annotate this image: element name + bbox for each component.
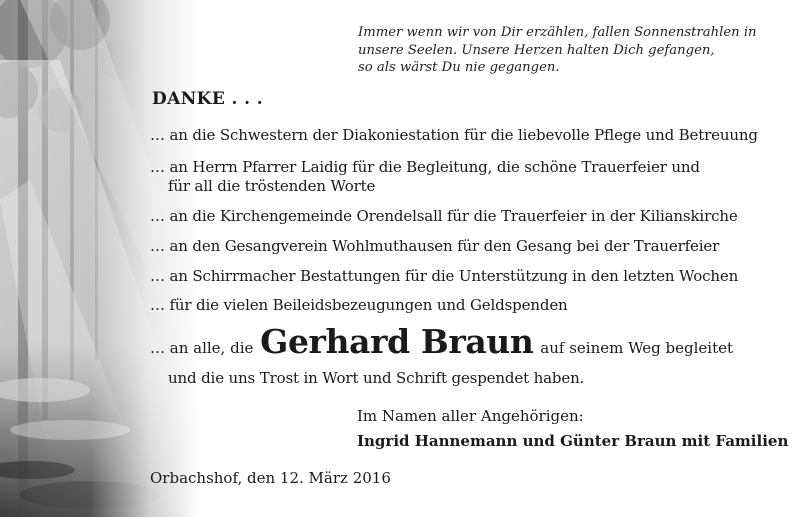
thanks-line: … an den Gesangverein Wohlmuthausen für den Gesang bei der Trauerfeier — [150, 237, 720, 255]
thanks-line: … an die Kirchengemeinde Orendelsall für die Trauerfeier in der Kilianskirche — [150, 207, 738, 225]
thanks-line: … an die Schwestern der Diakoniestation für die liebevolle Pflege und Betreuung — [150, 126, 758, 144]
quote-line: unsere Seelen. Unsere Herzen halten Dich gefangen, — [358, 42, 715, 58]
signature-intro: Im Namen aller Angehörigen: — [357, 407, 584, 425]
final-thanks-line — [150, 322, 733, 361]
thanks-line: … für die vielen Beileidsbezeugungen und Geldspenden — [150, 296, 568, 314]
thanks-line-continuation: für all die tröstenden Worte — [168, 177, 376, 195]
final-thanks-second-line: und die uns Trost in Wort und Schrift gespendet haben. — [168, 369, 585, 387]
quote-line: so als wärst Du nie gegangen. — [358, 60, 560, 75]
quote-line: Immer wenn wir von Dir erzählen, fallen Sonnenstrahlen in — [358, 25, 757, 40]
final-thanks-suffix: auf seinem Weg begleitet — [540, 339, 734, 357]
thanks-line: … an Schirrmacher Bestattungen für die Unterstützung in den letzten Wochen — [150, 267, 739, 285]
heading-danke: DANKE . . . — [152, 89, 264, 109]
forest-sunbeam-photo — [0, 0, 200, 517]
memorial-quote — [358, 24, 788, 77]
thanks-line: … an Herrn Pfarrer Laidig für die Begleitung, die schöne Trauerfeier und — [150, 158, 700, 176]
deceased-name: Gerhard Braun — [260, 322, 534, 361]
signature-names: Ingrid Hannemann und Günter Braun mit Familien — [357, 432, 789, 450]
place-and-date: Orbachshof, den 12. März 2016 — [150, 469, 391, 487]
final-thanks-prefix: … an alle, die — [150, 339, 254, 357]
